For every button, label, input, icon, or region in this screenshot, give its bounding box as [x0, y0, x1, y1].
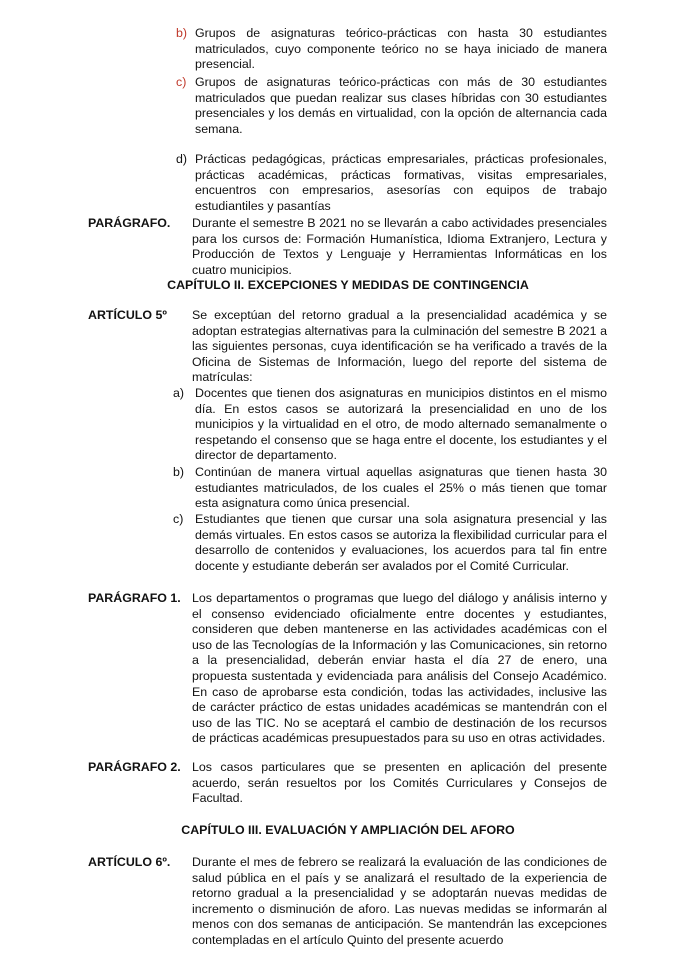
article-5-marker-b: b) — [173, 465, 185, 479]
article-5-item-a: Docentes que tienen dos asignaturas en municipios distintos en el mismo día. En estos casos se autorizará la presencialidad en uno de los municipios y la virtualidad en el otro, de modo alternado semanalmente o respetando el consenso que se haga entre el docente, los estudiantes y el director de departamento. — [195, 386, 607, 463]
chapter-2-title: CAPÍTULO II. EXCEPCIONES Y MEDIDAS DE CONTINGENCIA — [167, 278, 529, 292]
chapter-3-title: CAPÍTULO III. EVALUACIÓN Y AMPLIACIÓN DEL AFORO — [181, 823, 515, 837]
article-5-marker-a: a) — [173, 386, 185, 400]
paragrafo-1-text: Los departamentos o programas que luego del diálogo y análisis interno y el consenso evidenciado oficialmente entre docentes y estudiantes, consideren que deben mantenerse en las actividades académicas con el uso de las Tecnologías de la Información y las Comunicaciones, sin retorno a la presencialidad, deberán enviar hasta el día 27 de enero, una propuesta sustentada y evidenciada para análisis del Consejo Académico. En caso de aprobarse esta condición, todas las actividades, inclusive las de carácter práctico de estas unidades académicas se mantendrán con el uso de las TIC. No se aceptará el cambio de destinación de los recursos de prácticas académicas presupuestados para su uso en otras actividades. — [192, 591, 607, 746]
article-5-item-c: Estudiantes que tienen que cursar una sola asignatura presencial y las demás virtuales. En estos casos se autoriza la flexibilidad curricular para el desarrollo de contenidos y evaluaciones, los acuerdos para tal fin entre docente y estudiante deberán ser avalados por el Comité Curricular. — [195, 512, 607, 573]
paragrafo-text: Durante el semestre B 2021 no se llevarán a cabo actividades presenciales para los cursos de: Formación Humanística, Idioma Extranjero, Lectura y Producción de Textos y Lenguaje y Herramientas Informáticas en los cuatro municipios. — [192, 216, 607, 277]
article-5-marker-c: c) — [173, 512, 184, 526]
article-6-label: ARTÍCULO 6º. — [88, 855, 171, 869]
article-5-text: Se exceptúan del retorno gradual a la presencialidad académica y se adoptan estrategias alternativas para la culminación del semestre B 2021 a las siguientes personas, cuya identificación se ha verificado a través de la Oficina de Sistemas de Información, luego del reporte del sistema de matrículas: — [192, 308, 607, 385]
paragrafo-2-text: Los casos particulares que se presenten en aplicación del presente acuerdo, serán resueltos por los Comités Curriculares y Consejos de Facultad. — [192, 760, 607, 806]
article-5-label: ARTÍCULO 5º — [88, 308, 167, 322]
paragrafo-2-label: PARÁGRAFO 2. — [88, 760, 181, 774]
list-item-b: Grupos de asignaturas teórico-prácticas con hasta 30 estudiantes matriculados, cuyo componente teórico no se haya iniciado de manera presencial. — [195, 26, 607, 72]
list-marker-d: d) — [176, 152, 188, 166]
paragrafo-label: PARÁGRAFO. — [88, 216, 171, 230]
list-marker-c: c) — [176, 75, 187, 89]
article-5-item-b: Continúan de manera virtual aquellas asignaturas que tienen hasta 30 estudiantes matriculados, de los cuales el 25% o más tienen que tomar esta asignatura como única presencial. — [195, 465, 607, 511]
article-6-text: Durante el mes de febrero se realizará la evaluación de las condiciones de salud pública en el país y se analizará el resultado de la experiencia de retorno gradual a la presencialidad y se adoptarán nuevas medidas de incremento o disminución de aforo. Las nuevas medidas se informarán al menos con dos semanas de anticipación. Se mantendrán las excepciones contempladas en el artículo Quinto del presente acuerdo — [192, 855, 607, 947]
list-item-d: Prácticas pedagógicas, prácticas empresariales, prácticas profesionales, prácticas académicas, prácticas formativas, visitas empresariales, encuentros con empresarios, asesorías con equipos de trabajo estudiantiles y pasantías — [195, 152, 607, 213]
list-marker-b: b) — [176, 26, 188, 40]
paragrafo-1-label: PARÁGRAFO 1. — [88, 591, 181, 605]
list-item-c: Grupos de asignaturas teórico-prácticas con más de 30 estudiantes matriculados que puedan realizar sus clases híbridas con 30 estudiantes presenciales y los demás en virtualidad, con la opción de alternancia cada semana. — [195, 75, 607, 136]
